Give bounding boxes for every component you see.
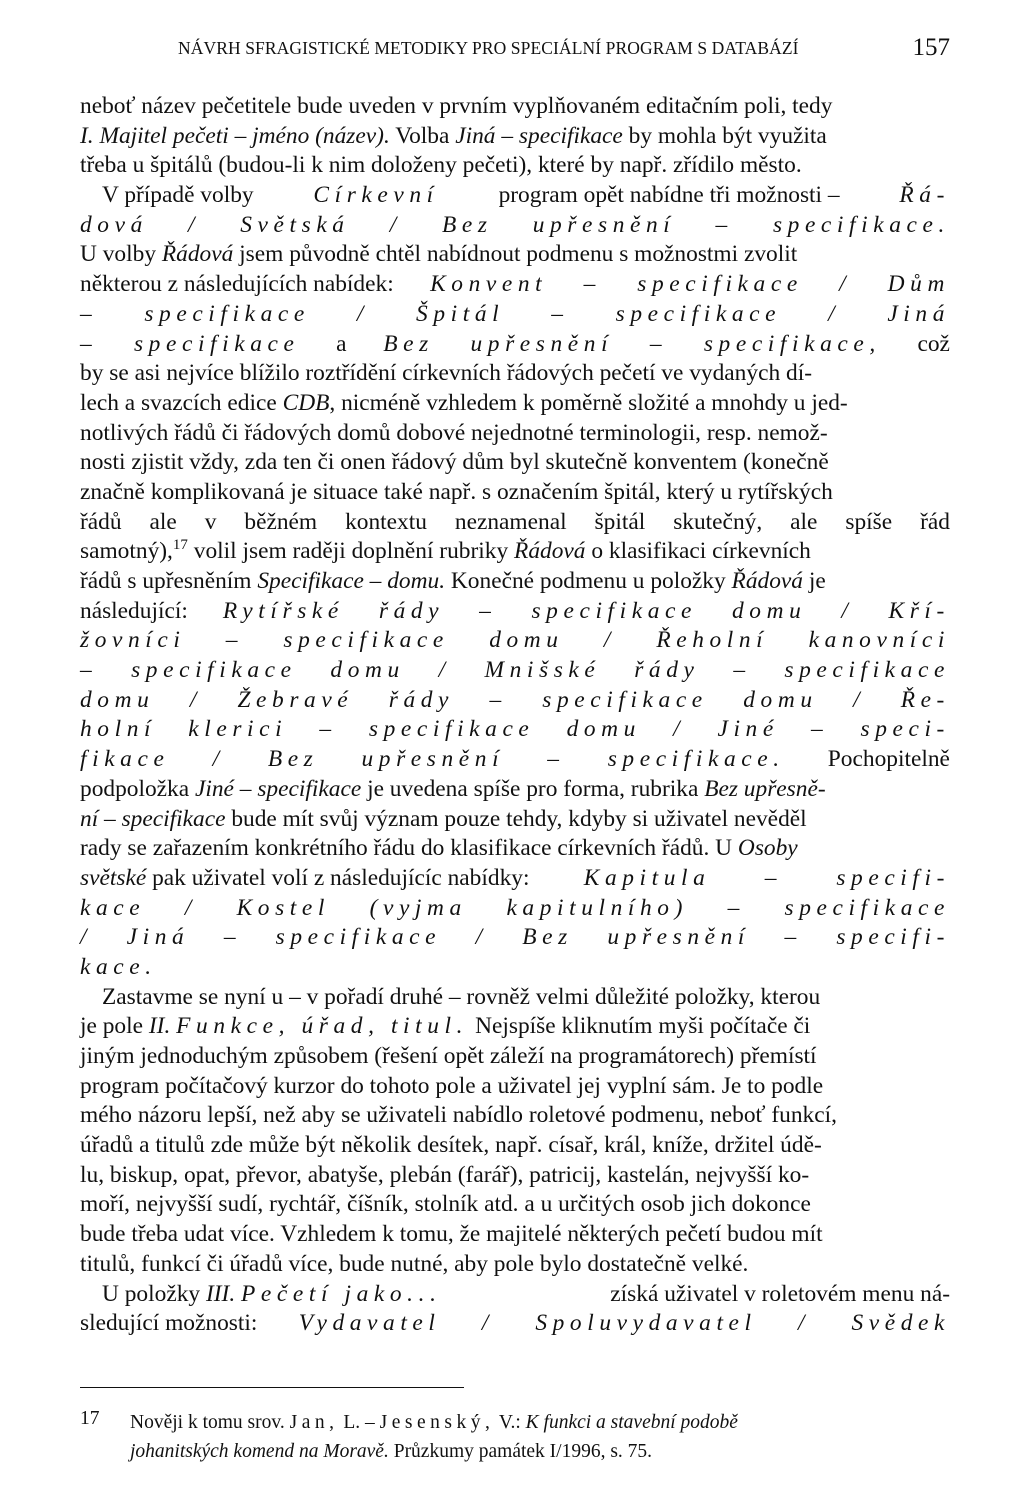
text-line: fikace / Bez upřesnění – specifikace. Pochopitelně [80,746,950,773]
footnote-title: K funkci a stavební podobě [525,1412,738,1433]
text-line: domu / Žebravé řády – specifikace domu / Ře- [80,686,950,713]
footnote-number: 17 [80,1408,100,1429]
footnote-line [130,1437,738,1466]
text-line: třeba u špitálů (budou-li k nim doloženy pečeti), které by např. zřídilo město. [80,152,802,179]
text-line: U volby Řádová jsem původně chtěl nabídnout podmenu s možnostmi zvolit [80,241,798,268]
footnote-line [130,1408,738,1437]
text-line: řádů s upřesněním Specifikace – domu. Konečné podmenu u položky Řádová je [80,568,826,594]
footnote-title: johanitských komend na Moravě. [130,1441,389,1462]
text-line: I. Majitel pečeti – jméno (název). Volba Jiná – specifikace by mohla být využita [80,122,827,149]
text-line: řádů ale v běžném kontextu neznamenal špitál skutečný, ale spíše řád [80,508,950,535]
footnote-author: Jesenský, [379,1412,495,1433]
text-line: – specifikace domu / Mnišské řády – specifikace [80,657,950,684]
page-header [178,34,950,66]
footnote-initial: V.: [498,1412,521,1433]
text-line: bude třeba udat více. Vzhledem k tomu, že majitelé některých pečetí budou mít [80,1221,823,1248]
footnote-author: Jan, [289,1412,339,1433]
text-line: je pole II. Funkce, úřad, titul. Nejspíše kliknutím myši počítače či [80,1013,811,1040]
text-line: notlivých řádů či řádových domů dobové nejednotné terminologii, resp. nemož- [80,419,828,446]
text-line: U položky III. Pečetí jako... získá uživatel v roletovém menu ná- [102,1280,950,1307]
text-line: následující: Rytířské řády – specifikace domu / Kří- [80,597,950,624]
text-line: úřadů a titulů zde může být několik desítek, např. císař, král, kníže, držitel údě- [80,1132,822,1159]
running-title: NÁVRH SFRAGISTICKÉ METODIKY PRO SPECIÁLNÍ PROGRAM S DATABÁZÍ [178,38,799,58]
text-line: podpoložka Jiné – specifikace je uvedena spíše pro forma, rubrika Bez upřesně- [80,775,826,802]
text-line: / Jiná – specifikace / Bez upřesnění – specifi- [80,924,950,951]
text-line: značně komplikovaná je situace také např. s označením špitál, který u rytířských [80,478,833,505]
text-line: žovníci – specifikace domu / Řeholní kanovníci [80,627,950,654]
page-number: 157 [912,34,950,61]
footnote-text [130,1408,738,1466]
text-line: některou z následujících nabídek: Konvent – specifikace / Dům [80,271,950,298]
text-line: – specifikace a Bez upřesnění – specifikace, což [80,330,950,357]
text-line: kace. [80,953,157,980]
footnote-intro: Nověji k tomu srov. [130,1412,285,1433]
text-line: světské pak uživatel volí z následujícíc nabídky: Kapitula – specifi- [80,864,950,891]
text-line: Zastavme se nyní u – v pořadí druhé – rovněž velmi důležité položky, kterou [102,983,821,1010]
text-line: by se asi nejvíce blížilo roztřídění církevních řádových pečetí ve vydaných dí- [80,360,812,387]
text-line: rady se zařazením konkrétního řádu do klasifikace církevních řádů. U Osoby [80,835,798,862]
text-line: V případě volby Církevní program opět nabídne tři možnosti – Řá- [102,182,950,209]
text-line: jiným jednoduchým způsobem (řešení opět záleží na programátorech) přemístí [80,1043,817,1069]
text-line: program počítačový kurzor do tohoto pole a uživatel jej vyplní sám. Je to podle [80,1072,824,1099]
text-line: sledující možnosti: Vydavatel / Spoluvydavatel / Svědek [80,1310,950,1337]
text-line: samotný),$^{17}$ volil jsem raději doplnění rubriky Řádová o klasifikaci církevních [80,537,811,565]
text-line: lech a svazcích edice CDB, nicméně vzhledem k poměrně složité a mnohdy u jed- [80,389,848,416]
footnote-initial: L. – [343,1412,375,1433]
text-line: ní – specifikace bude mít svůj význam pouze tehdy, kdyby si uživatel nevěděl [80,805,807,832]
text-line: titulů, funkcí či úřadů více, bude nutné, aby pole bylo dostatečně velké. [80,1250,749,1277]
text-line: kace / Kostel (vyjma kapitulního) – specifikace [80,894,950,921]
text-line: holní klerici – specifikace domu / Jiné – speci- [80,716,950,743]
text-line: neboť název pečetitele bude uveden v prvním vyplňovaném editačním poli, tedy [80,93,833,119]
text-line: moří, nejvyšší sudí, rychtář, číšník, stolník atd. a u určitých osob jich dokonce [80,1191,811,1218]
footnote-source: Průzkumy památek I/1996, s. 75. [393,1441,653,1462]
text-line: dová / Světská / Bez upřesnění – specifikace. [80,211,950,238]
text-line: mého názoru lepší, než aby se uživateli nabídlo roletové podmenu, neboť funkcí, [80,1102,837,1129]
text-line: – specifikace / Špitál – specifikace / Jiná [80,300,950,327]
text-line: lu, biskup, opat, převor, abatyše, plebán (farář), patricij, kastelán, nejvyšší ko- [80,1161,810,1188]
text-line: nosti zjistit vždy, zda ten či onen řádový dům byl skutečně konventem (konečně [80,449,829,476]
footnote-rule [80,1387,464,1388]
body-text [80,92,950,1339]
